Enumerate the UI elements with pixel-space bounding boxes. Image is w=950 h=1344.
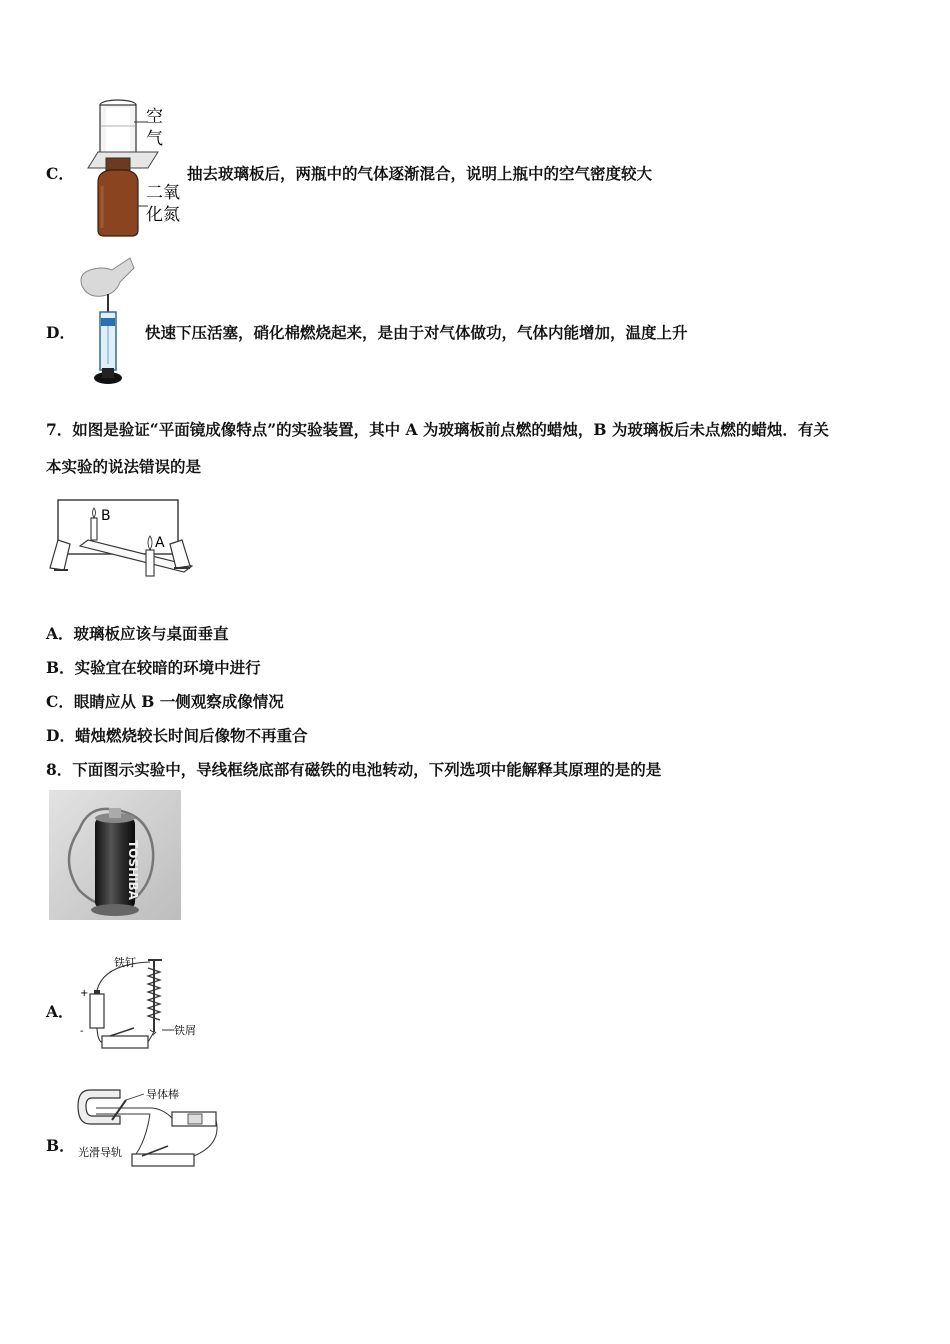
option-c-text: 抽去玻璃板后，两瓶中的气体逐渐混合，说明上瓶中的空气密度较大: [187, 164, 653, 183]
label-no2-1: 二氧: [146, 183, 180, 203]
q7-stem-line1: 7．如图是验证“平面镜成像特点”的实验装置，其中 A 为玻璃板前点燃的蜡烛，B 为玻璃板后未点燃的蜡烛．有关: [46, 420, 829, 439]
q7-option-a-letter: A．: [46, 624, 74, 643]
plane-mirror-figure: [44, 496, 194, 580]
q7-option-b-letter: B．: [46, 658, 75, 677]
q8-stem: 8．下面图示实验中，导线框绕底部有磁铁的电池转动，下列选项中能解释其原理的是的是: [46, 760, 662, 779]
electromagnet-figure: [74, 954, 210, 1056]
q8-option-b-letter: B．: [46, 1136, 75, 1155]
gas-diffusion-figure: [86, 96, 186, 238]
q7-option-d-letter: D．: [46, 726, 75, 745]
label-minus: -: [80, 1026, 84, 1037]
q7-option-b-text: 实验宜在较暗的环境中进行: [74, 658, 261, 677]
conductor-rail-figure: [76, 1084, 224, 1180]
q7-stem-line2: 本实验的说法错误的是: [46, 457, 202, 476]
label-rod: 导体棒: [146, 1088, 179, 1101]
battery-brand-text: TOSHIBA: [126, 840, 140, 900]
battery-motor-photo: [49, 790, 181, 920]
piston-cylinder-figure: [72, 256, 142, 392]
q7-option-d: [46, 726, 307, 746]
q7-option-c: [46, 692, 284, 712]
label-no2-2: 化氮: [146, 205, 180, 225]
option-c-letter: C．: [46, 164, 74, 183]
option-d-letter: D．: [46, 323, 75, 342]
q8-option-a-letter: A．: [46, 1002, 74, 1021]
label-filings: 铁屑: [174, 1024, 196, 1037]
q7-option-c-text: 眼睛应从 B 一侧观察成像情况: [73, 692, 284, 711]
label-a: A: [155, 535, 165, 551]
q7-option-b: [46, 658, 261, 678]
label-air-2: 气: [146, 129, 163, 149]
q7-option-a-text: 玻璃板应该与桌面垂直: [73, 624, 229, 643]
option-d-text: 快速下压活塞，硝化棉燃烧起来，是由于对气体做功，气体内能增加，温度上升: [145, 323, 688, 342]
q7-option-a: [46, 624, 229, 644]
label-b: B: [101, 508, 111, 524]
label-rail: 光滑导轨: [78, 1146, 122, 1159]
q7-option-c-letter: C．: [46, 692, 74, 711]
label-nail: 铁钉: [114, 956, 136, 969]
q7-option-d-text: 蜡烛燃烧较长时间后像物不再重合: [74, 726, 308, 745]
label-plus: +: [80, 988, 89, 999]
label-air-1: 空: [146, 107, 163, 127]
